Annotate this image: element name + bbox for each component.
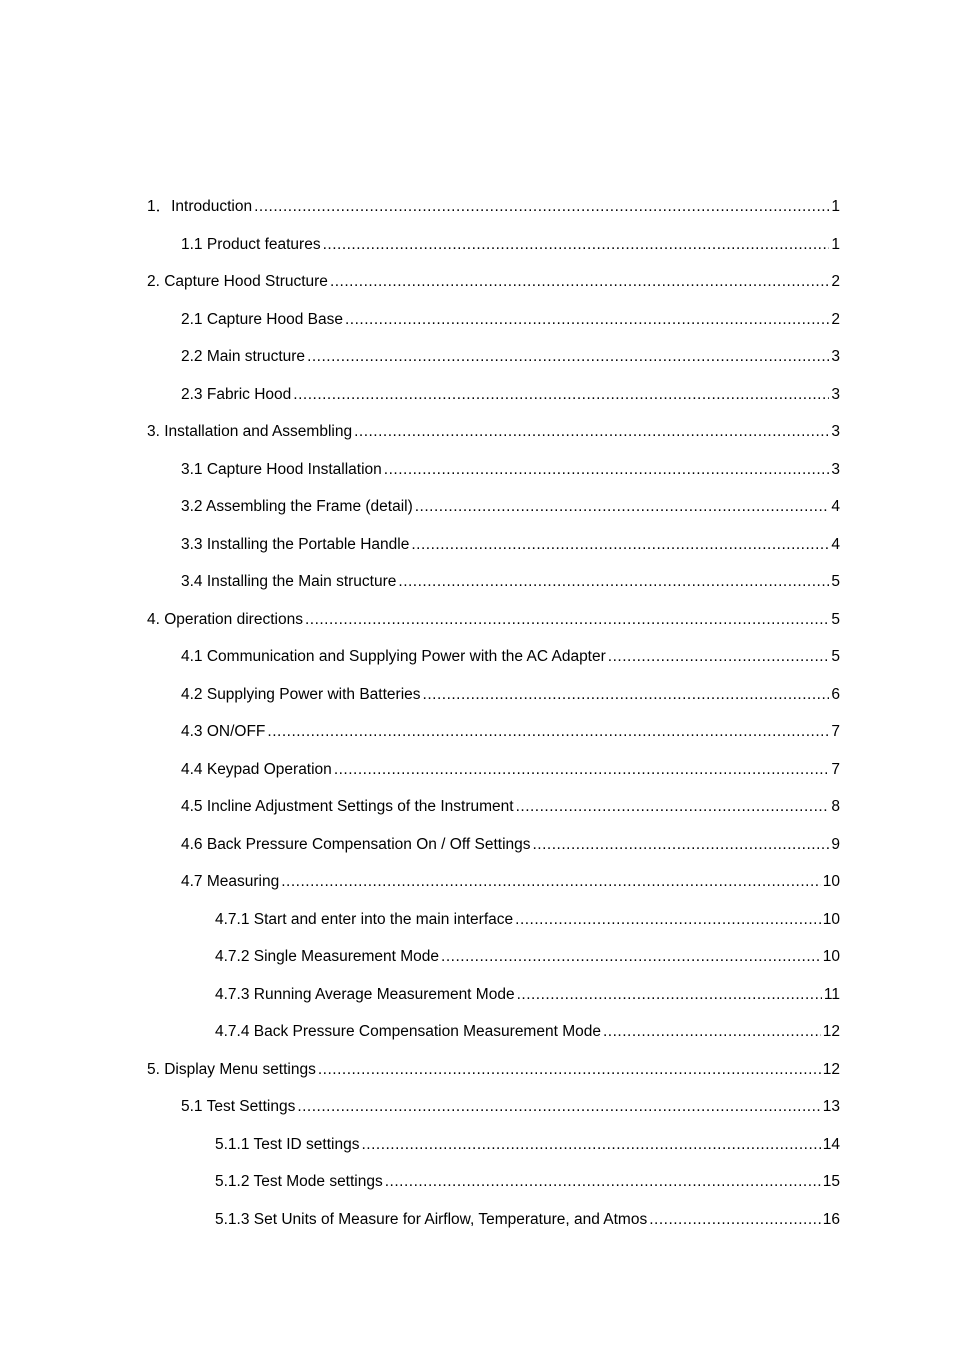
toc-dot-leader — [517, 976, 822, 1014]
toc-page-number: 16 — [822, 1210, 840, 1228]
toc-entry-title: 4.5 Incline Adjustment Settings of the Instrument — [181, 798, 514, 815]
toc-dot-leader — [323, 226, 830, 264]
toc-page-number: 2 — [831, 310, 840, 328]
toc-dot-leader — [398, 563, 829, 601]
toc-entry-title: 5.1.1 Test ID settings — [215, 1135, 360, 1153]
toc-page-number: 8 — [831, 798, 840, 815]
toc-entry-title: 1．Introduction — [147, 198, 253, 215]
toc-entry[interactable] — [0, 938, 954, 976]
toc-entry[interactable] — [0, 263, 954, 301]
toc-dot-leader — [354, 413, 829, 451]
toc-entry-title: 2.1 Capture Hood Base — [181, 310, 343, 328]
toc-page-number: 5 — [831, 573, 840, 590]
toc-dot-leader — [608, 638, 830, 676]
toc-entry-title: 4.7.3 Running Average Measurement Mode — [215, 985, 515, 1003]
toc-entry[interactable] — [0, 413, 954, 451]
toc-entry[interactable] — [0, 1051, 954, 1089]
toc-page-number: 1 — [831, 198, 840, 215]
toc-entry[interactable] — [0, 451, 954, 489]
toc-dot-leader — [254, 188, 829, 226]
toc-entry-title: 4.6 Back Pressure Compensation On / Off Settings — [181, 835, 531, 853]
toc-entry[interactable] — [0, 901, 954, 939]
toc-page-number: 3 — [831, 348, 840, 365]
toc-entry-title: 4.4 Keypad Operation — [181, 760, 332, 778]
toc-entry-title: 4.7.4 Back Pressure Compensation Measurement Mode — [215, 1023, 601, 1040]
toc-entry-title: 2.2 Main structure — [181, 348, 306, 365]
toc-entry[interactable] — [0, 788, 954, 826]
toc-dot-leader — [533, 826, 830, 864]
toc-entry[interactable] — [0, 601, 954, 639]
toc-dot-leader — [515, 901, 821, 939]
toc-entry[interactable] — [0, 301, 954, 339]
toc-entry-title: 3.2 Assembling the Frame (detail) — [181, 498, 413, 515]
toc-dot-leader — [384, 451, 830, 489]
toc-page-number: 1 — [831, 235, 840, 253]
toc-dot-leader — [345, 301, 829, 339]
toc-dot-leader — [307, 338, 829, 376]
toc-entry[interactable] — [0, 751, 954, 789]
toc-page-number: 3 — [831, 460, 840, 478]
toc-entry-title: 3. Installation and Assembling — [147, 423, 353, 440]
toc-page-number: 10 — [822, 948, 840, 965]
toc-page-number: 3 — [831, 423, 840, 440]
toc-dot-leader — [281, 863, 821, 901]
toc-page-number: 15 — [822, 1173, 840, 1190]
toc-dot-leader — [267, 713, 829, 751]
toc-dot-leader — [297, 1088, 820, 1126]
toc-entry-title: 4.7.2 Single Measurement Mode — [215, 948, 440, 965]
toc-page-number: 14 — [822, 1135, 840, 1153]
toc-entry[interactable] — [0, 188, 954, 226]
toc-dot-leader — [415, 488, 830, 526]
toc-entry-title: 3.4 Installing the Main structure — [181, 573, 397, 590]
toc-entry-title: 4.7.1 Start and enter into the main interface — [215, 910, 514, 928]
toc-entry-title: 2. Capture Hood Structure — [147, 273, 328, 290]
toc-entry[interactable] — [0, 676, 954, 714]
toc-page-number: 7 — [831, 723, 840, 740]
toc-entry-title: 4. Operation directions — [147, 610, 303, 628]
toc-entry[interactable] — [0, 338, 954, 376]
toc-page-number: 6 — [831, 685, 840, 703]
toc-entry-title: 5.1.3 Set Units of Measure for Airflow, Temperature, and Atmos — [215, 1210, 648, 1228]
toc-dot-leader — [318, 1051, 821, 1089]
toc-dot-leader — [330, 263, 829, 301]
toc-dot-leader — [385, 1163, 821, 1201]
toc-dot-leader — [334, 751, 830, 789]
toc-dot-leader — [411, 526, 829, 564]
toc-entry-title: 3.3 Installing the Portable Handle — [181, 535, 410, 553]
toc-entry-title: 2.3 Fabric Hood — [181, 385, 292, 403]
toc-entry[interactable] — [0, 376, 954, 414]
toc-entry[interactable] — [0, 526, 954, 564]
toc-page-number: 5 — [831, 648, 840, 665]
toc-entry[interactable] — [0, 1126, 954, 1164]
toc-entry[interactable] — [0, 638, 954, 676]
toc-page-number: 10 — [822, 910, 840, 928]
toc-entry[interactable] — [0, 863, 954, 901]
toc-entry-title: 4.7 Measuring — [181, 873, 280, 890]
toc-dot-leader — [423, 676, 830, 714]
toc-entry-title: 3.1 Capture Hood Installation — [181, 460, 382, 478]
toc-page-number: 13 — [822, 1098, 840, 1115]
toc-dot-leader — [441, 938, 821, 976]
toc-dot-leader — [516, 788, 830, 826]
toc-page-number: 10 — [822, 873, 840, 890]
toc-page-number: 12 — [822, 1060, 840, 1078]
toc-entry[interactable] — [0, 488, 954, 526]
toc-dot-leader — [293, 376, 829, 414]
toc-dot-leader — [305, 601, 829, 639]
toc-entry-title: 4.3 ON/OFF — [181, 723, 266, 740]
toc-entry-title: 5.1.2 Test Mode settings — [215, 1173, 383, 1190]
toc-entry[interactable] — [0, 713, 954, 751]
toc-page-number: 12 — [822, 1023, 840, 1040]
toc-page-number: 9 — [831, 835, 840, 853]
toc-entry-title: 5. Display Menu settings — [147, 1060, 316, 1078]
toc-entry[interactable] — [0, 1013, 954, 1051]
toc-entry-title: 4.1 Communication and Supplying Power with the AC Adapter — [181, 648, 606, 665]
toc-entry-title: 4.2 Supplying Power with Batteries — [181, 685, 421, 703]
toc-dot-leader — [603, 1013, 821, 1051]
toc-entry[interactable] — [0, 226, 954, 264]
toc-page-number: 11 — [823, 985, 840, 1003]
toc-entry[interactable] — [0, 976, 954, 1014]
toc-dot-leader — [649, 1201, 821, 1239]
toc-page-number: 4 — [831, 535, 840, 553]
toc-entry-title: 5.1 Test Settings — [181, 1098, 296, 1115]
toc-entry[interactable] — [0, 1163, 954, 1201]
table-of-contents — [0, 188, 954, 1238]
toc-page-number: 4 — [831, 498, 840, 515]
toc-page-number: 7 — [831, 760, 840, 778]
toc-entry[interactable] — [0, 1088, 954, 1126]
toc-page-number: 2 — [831, 273, 840, 290]
toc-entry[interactable] — [0, 826, 954, 864]
toc-entry[interactable] — [0, 1201, 954, 1239]
toc-dot-leader — [361, 1126, 820, 1164]
toc-entry[interactable] — [0, 563, 954, 601]
toc-entry-title: 1.1 Product features — [181, 235, 321, 253]
toc-page-number: 3 — [831, 385, 840, 403]
toc-page-number: 5 — [831, 610, 840, 628]
